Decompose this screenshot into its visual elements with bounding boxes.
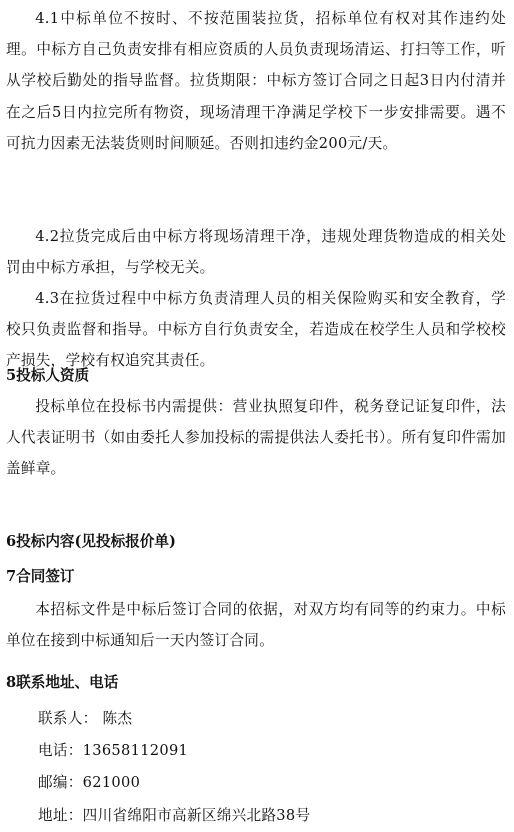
section-5-heading: 5投标人资质 [6, 367, 90, 384]
contact-person: 联系人： 陈杰 [38, 710, 133, 727]
clause-4-2: 4.2拉货完成后由中标方将现场清理干净，违规处理货物造成的相关处罚由中标方承担，与学校无关。 [6, 228, 506, 277]
section-7-body: 本招标文件是中标后签订合同的依据，对双方均有同等的约束力。中标单位在接到中标通知后一天内签订合同。 [6, 601, 506, 650]
contact-address: 地址：四川省绵阳市高新区绵兴北路38号 [38, 807, 311, 824]
contact-phone: 电话：13658112091 [38, 742, 189, 759]
clause-4-1: 4.1中标单位不按时、不按范围装拉货，招标单位有权对其作违约处理。中标方自己负责安排有相应资质的人员负责现场清运、打扫等工作，听从学校后勤处的指导监督。拉货期限：中标方签订合同之日起3日内付清并在之后5日内拉完所有物资，现场清理干净满足学校下一步安排需要。遇不可抗力因素无法装货则时间顺延。否则扣违约金200元/天。 [6, 10, 506, 152]
contact-postcode: 邮编：621000 [38, 774, 141, 791]
section-5-body: 投标单位在投标书内需提供：营业执照复印件，税务登记证复印件，法人代表证明书（如由委托人参加投标的需提供法人委托书）。所有复印件需加盖鲜章。 [6, 398, 506, 478]
clause-4-3: 4.3在拉货过程中中标方负责清理人员的相关保险购买和安全教育，学校只负责监督和指导。中标方自行负责安全，若造成在校学生人员和学校校产损失，学校有权追究其责任。 [6, 290, 506, 370]
section-8-heading: 8联系地址、电话 [6, 674, 119, 691]
section-7-heading: 7合同签订 [6, 568, 75, 585]
section-6-heading: 6投标内容(见投标报价单) [6, 533, 176, 550]
